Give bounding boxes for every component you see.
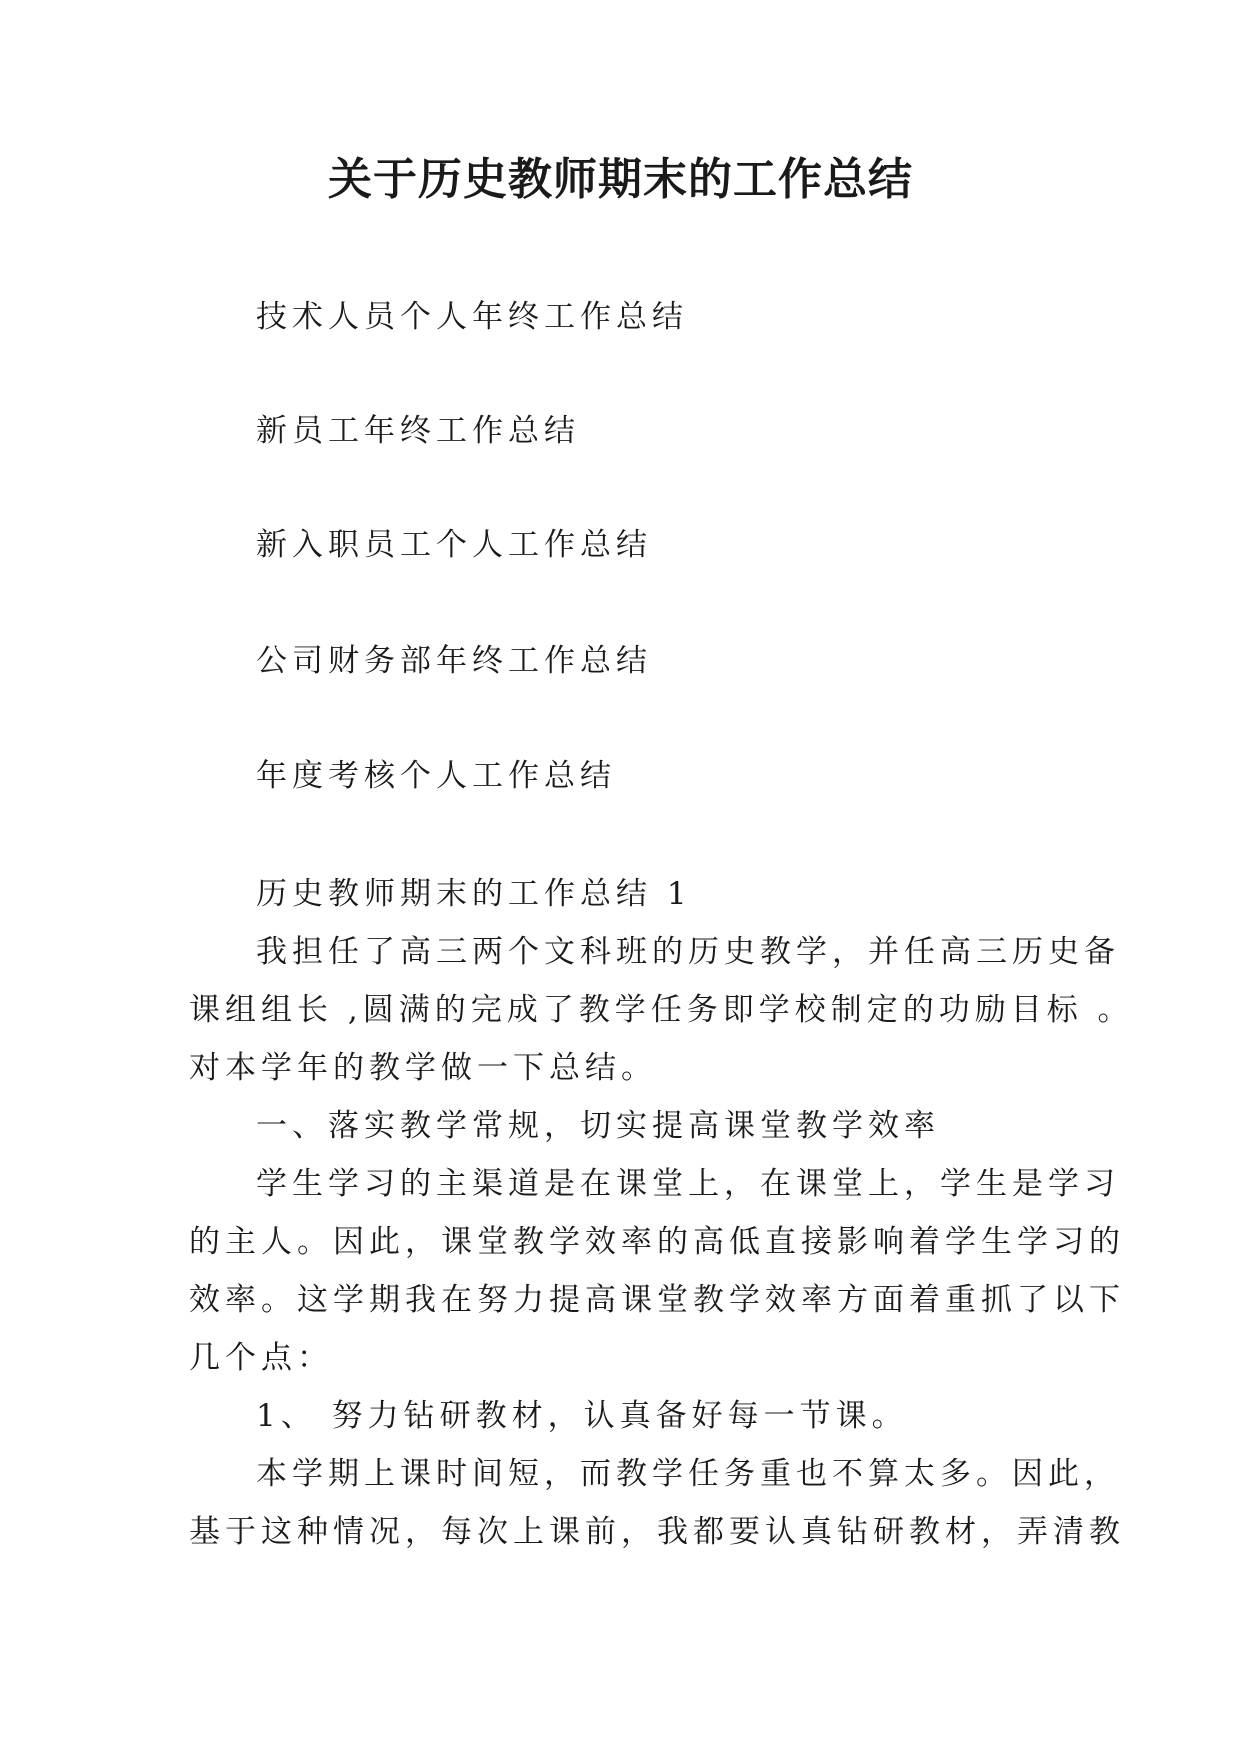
document-title: 关于历史教师期末的工作总结 [328, 154, 913, 205]
list-item-heading: 1、 努力钻研教材，认真备好每一节课。 [256, 1398, 908, 1434]
toc-item: 技术人员个人年终工作总结 [256, 299, 688, 335]
toc-item: 新员工年终工作总结 [256, 413, 580, 449]
paragraph-line: 的主人。因此，课堂教学效率的高低直接影响着学生学习的 [189, 1224, 1125, 1260]
subsection-heading: 一、落实教学常规，切实提高课堂教学效率 [256, 1108, 940, 1144]
toc-item: 公司财务部年终工作总结 [256, 643, 652, 679]
section-heading: 历史教师期末的工作总结 1 [256, 876, 692, 912]
paragraph-line: 对本学年的教学做一下总结。 [189, 1050, 657, 1086]
paragraph-line: 几个点： [189, 1340, 333, 1376]
toc-item: 新入职员工个人工作总结 [256, 527, 652, 563]
paragraph-line: 基于这种情况，每次上课前，我都要认真钻研教材，弄清教 [189, 1514, 1125, 1550]
paragraph-line: 我担任了高三两个文科班的历史教学，并任高三历史备 [256, 934, 1120, 970]
paragraph-line: 学生学习的主渠道是在课堂上，在课堂上，学生是学习 [256, 1166, 1120, 1202]
paragraph-line: 效率。这学期我在努力提高课堂教学效率方面着重抓了以下 [189, 1282, 1125, 1318]
toc-item: 年度考核个人工作总结 [256, 758, 616, 794]
paragraph-line: 课组组长 ,圆满的完成了教学任务即学校制定的功励目标 。 [189, 992, 1134, 1028]
paragraph-line: 本学期上课时间短，而教学任务重也不算太多。因此， [256, 1456, 1120, 1492]
